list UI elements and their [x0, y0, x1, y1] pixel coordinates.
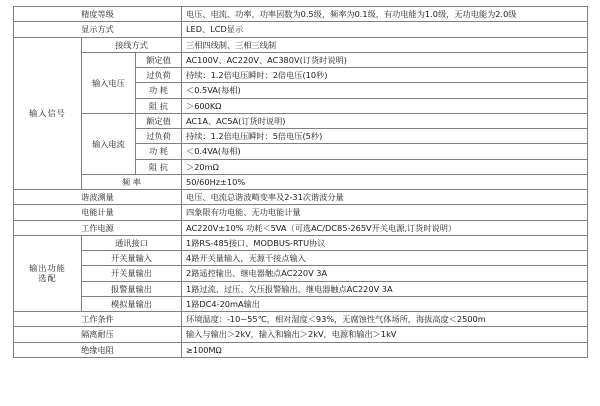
switch-input-value: 4路开关量输入，无源干接点输入 [182, 251, 588, 266]
table-row [14, 37, 588, 52]
input-current-power-label: 功 耗 [136, 144, 182, 159]
input-voltage-impedance-value: ＞600KΩ [182, 98, 588, 113]
input-current-power-value: ＜0.4VA(每相) [182, 144, 588, 159]
energy-value: 四象限有功电能、无功电能计量 [182, 205, 588, 220]
output-function-label-line1: 输出功能 [29, 263, 66, 274]
isolation-label: 隔离耐压 [14, 327, 182, 342]
input-voltage-impedance-label: 阻 抗 [136, 98, 182, 113]
comm-interface-value: 1路RS-485接口、MODBUS-RTU协议 [182, 235, 588, 250]
input-current-overload-value [182, 129, 588, 144]
input-voltage-rated-label: 额定值 [136, 52, 182, 67]
output-function-label [14, 235, 82, 311]
working-conditions-value: 环境温度：-10~55℃，相对湿度＜93%，无腐蚀性气体场所，海拔高度＜2500m [182, 312, 588, 327]
input-current-rated-label: 额定值 [136, 113, 182, 128]
switch-output-value: 2路遥控输出、继电器触点AC220V 3A [182, 266, 588, 281]
comm-interface-label: 通讯接口 [82, 235, 182, 250]
accuracy-label: 精度等级 [14, 7, 182, 22]
frequency-label: 频 率 [82, 174, 182, 189]
alarm-output-value: 1路过流、过压、欠压报警输出、继电器触点AC220V 3A [182, 281, 588, 296]
display-label: 显示方式 [14, 22, 182, 37]
energy-label: 电能计量 [14, 205, 182, 220]
insulation-value: ≥100MΩ [182, 342, 588, 357]
input-current-overload-continuous: 持续：1.2倍电压 [186, 131, 249, 141]
table-row [14, 52, 588, 67]
table-row [14, 174, 588, 189]
wiring-value: 三相四线制、三相三线制 [182, 37, 588, 52]
input-current-impedance-value: ＞20mΩ [182, 159, 588, 174]
display-value: LED、LCD显示 [182, 22, 588, 37]
power-supply-value: AC220V±10% 功耗＜5VA（可选AC/DC85-265V开关电源,订货时说明） [182, 220, 588, 235]
input-voltage-overload-instant: 瞬时：2倍电压(10秒) [248, 70, 328, 80]
table-row [14, 7, 588, 22]
input-voltage-power-label: 功 耗 [136, 83, 182, 98]
input-current-overload-instant: 瞬时：5倍电压(5秒) [248, 131, 323, 141]
accuracy-value: 电压、电流、功率、功率因数为0.5级，频率为0.1级，有功电能为1.0级，无功电能为2.0级 [182, 7, 588, 22]
alarm-output-label: 报警量输出 [82, 281, 182, 296]
input-current-rated-value: AC1A、AC5A(订货时说明) [182, 113, 588, 128]
input-voltage-power-value: ＜0.5VA(每相) [182, 83, 588, 98]
analog-output-value: 1路DC4-20mA输出 [182, 296, 588, 311]
wiring-label: 接线方式 [82, 37, 182, 52]
harmonic-value: 电压、电流总谐波畸变率及2-31次谐波分量 [182, 190, 588, 205]
switch-output-label: 开关量输出 [82, 266, 182, 281]
harmonic-label: 谐波测量 [14, 190, 182, 205]
table-row [14, 281, 588, 296]
input-voltage-rated-value: AC100V、AC220V、AC380V(订货时说明) [182, 52, 588, 67]
isolation-value: 输入与输出＞2kV，输入和输出＞2kV，电源和输出＞1kV [182, 327, 588, 342]
table-row [14, 235, 588, 250]
table-row [14, 312, 588, 327]
insulation-label: 绝缘电阻 [14, 342, 182, 357]
input-voltage-overload-value [182, 68, 588, 83]
input-current-overload-label: 过负荷 [136, 129, 182, 144]
input-current-impedance-label: 阻 抗 [136, 159, 182, 174]
input-voltage-label: 输入电压 [82, 52, 136, 113]
working-conditions-label: 工作条件 [14, 312, 182, 327]
input-signal-label: 输入信号 [14, 37, 82, 190]
table-row [14, 296, 588, 311]
table-row [14, 342, 588, 357]
input-current-label: 输入电流 [82, 113, 136, 174]
output-function-label-line2: 选配 [38, 273, 57, 284]
input-voltage-overload-label: 过负荷 [136, 68, 182, 83]
table-row [14, 220, 588, 235]
specification-table [13, 6, 588, 358]
input-voltage-overload-continuous: 持续：1.2倍电压 [186, 70, 249, 80]
table-row [14, 327, 588, 342]
analog-output-label: 模拟量输出 [82, 296, 182, 311]
table-row [14, 22, 588, 37]
table-row [14, 205, 588, 220]
power-supply-label: 工作电源 [14, 220, 182, 235]
table-row [14, 113, 588, 128]
table-row [14, 190, 588, 205]
table-row [14, 251, 588, 266]
table-row [14, 266, 588, 281]
frequency-value: 50/60Hz±10% [182, 174, 588, 189]
switch-input-label: 开关量输入 [82, 251, 182, 266]
